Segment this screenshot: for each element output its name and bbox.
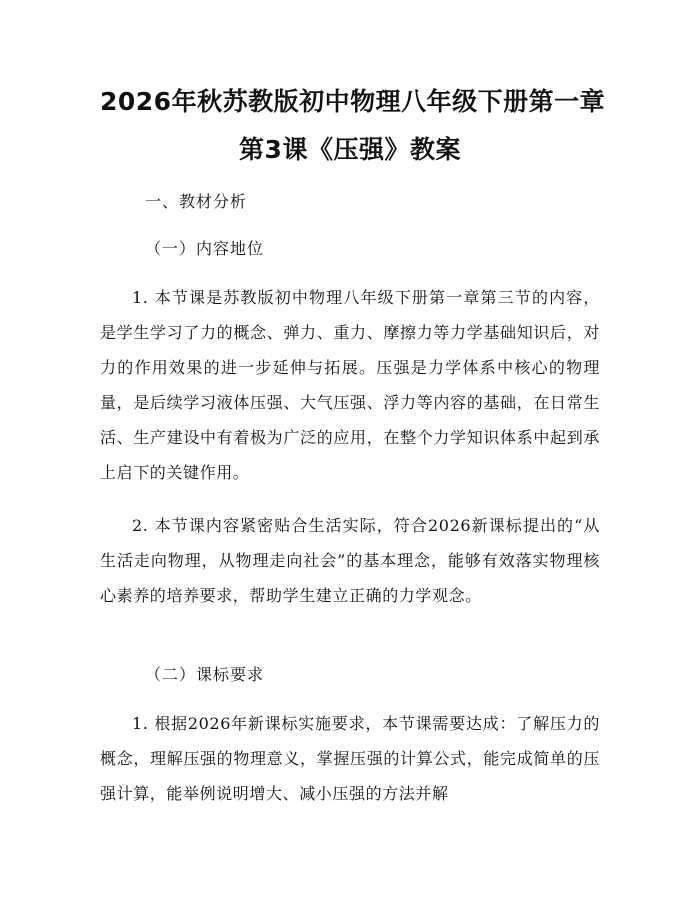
paragraph-content-position-1: 1. 本节课是苏教版初中物理八年级下册第一章第三节的内容，是学生学习了力的概念、弹力、重力、摩擦力等力学基础知识后，对力的作用效果的进一步延伸与拓展。压强是力学体系中核心的物理量，是后续学习液体压强、大气压强、浮力等内容的基础，在日常生活、生产建设中有着极为广泛的应用，在整个力学知识体系中起到承上启下的关键作用。 <box>100 288 600 482</box>
subsection-heading-curriculum-requirements: （二）课标要求 <box>145 665 265 684</box>
paragraph-content-position-2: 2. 本节课内容紧密贴合生活实际，符合2026新课标提出的“从生活走向物理，从物理走向社会”的基本理念，能够有效落实物理核心素养的培养要求，帮助学生建立正确的力学观念。 <box>100 516 600 605</box>
section-heading-textbook-analysis: 一、教材分析 <box>145 192 248 211</box>
paragraph-curriculum-requirements-1: 1. 根据2026年新课标实施要求，本节课需要达成：了解压力的概念，理解压强的物理意义，掌握压强的计算公式，能完成简单的压强计算，能举例说明增大、减小压强的方法并解 <box>100 714 600 803</box>
document-title-line-2: 第3课《压强》教案 <box>239 135 461 164</box>
document-title-line-1: 2026年秋苏教版初中物理八年级下册第一章 <box>100 87 606 116</box>
subsection-heading-content-position: （一）内容地位 <box>145 239 265 258</box>
